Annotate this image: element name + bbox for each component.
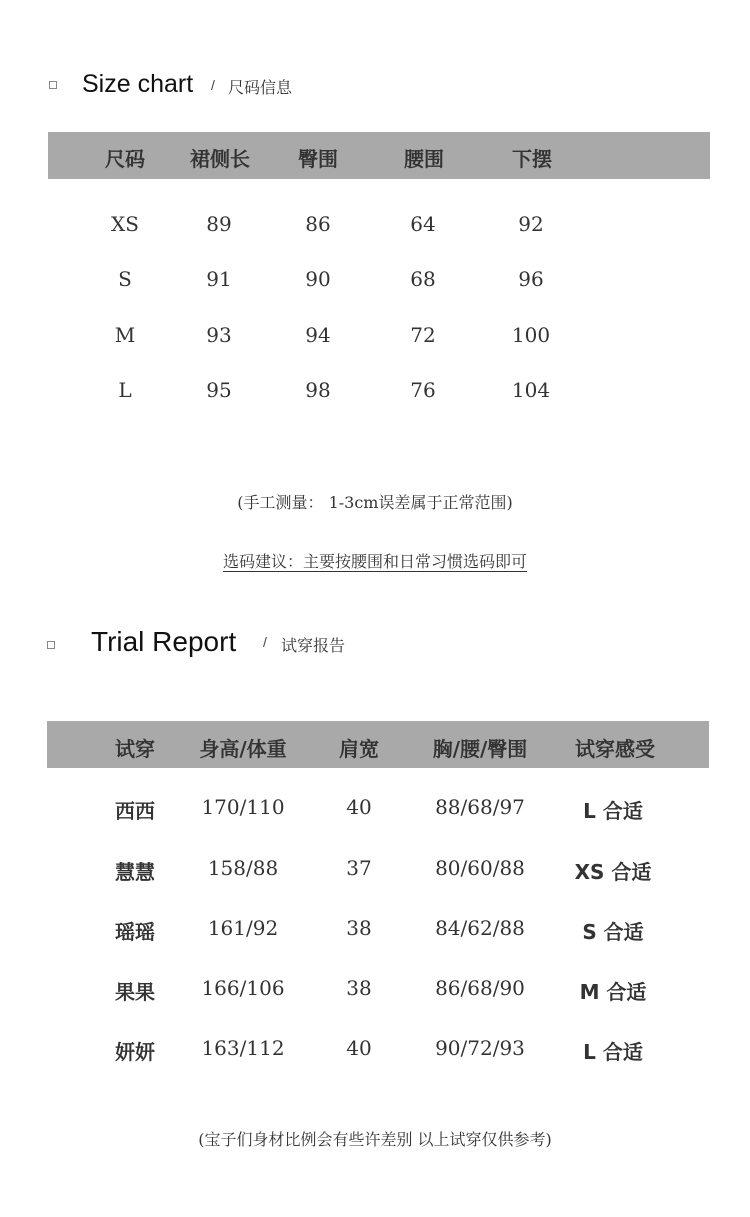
- trial-header-model: 试穿: [115, 737, 155, 761]
- trial-cell: 161/92: [207, 916, 279, 940]
- size-header-hip: 臀围: [298, 147, 338, 171]
- size-advice-text: 选码建议：主要按腰围和日常习惯选码即可: [222, 552, 527, 571]
- trial-cell: 40: [346, 1036, 372, 1060]
- measure-note: (手工测量： 1-3cm误差属于正常范围): [237, 493, 513, 512]
- size-cell: 100: [511, 323, 551, 347]
- size-cell: 64: [410, 212, 436, 236]
- size-cell: 72: [410, 323, 436, 347]
- trial-cell-name: 瑶瑶: [115, 920, 155, 944]
- trial-cell: 86/68/90: [435, 976, 525, 1000]
- size-cell: 89: [206, 212, 232, 236]
- trial-cell: 158/88: [207, 856, 279, 880]
- size-cell: 76: [410, 378, 436, 402]
- size-cell: XS: [111, 212, 139, 236]
- size-cell: 104: [511, 378, 551, 402]
- size-cell: 92: [518, 212, 544, 236]
- size-chart-title: Size chart: [82, 70, 194, 98]
- size-advice: [0, 549, 750, 572]
- trial-cell: 37: [346, 856, 372, 880]
- size-cell: 93: [206, 323, 232, 347]
- size-chart-title-cn: 尺码信息: [228, 78, 293, 97]
- size-chart-header-bar: [48, 132, 710, 179]
- size-cell: 86: [305, 212, 331, 236]
- size-chart-separator: /: [211, 77, 215, 93]
- trial-cell-feel: L 合适: [583, 799, 643, 823]
- trial-footnote: (宝子们身材比例会有些许差别 以上试穿仅供参考): [198, 1130, 552, 1149]
- trial-header-bust-waist-hip: 胸/腰/臀围: [432, 737, 528, 761]
- trial-cell: 88/68/97: [435, 795, 525, 819]
- trial-cell-feel: XS 合适: [574, 860, 652, 884]
- size-header-size: 尺码: [105, 147, 145, 171]
- size-chart-bullet-icon: [49, 81, 57, 89]
- trial-report-bullet-icon: [47, 641, 55, 649]
- size-cell: 68: [410, 267, 436, 291]
- trial-report-title: Trial Report: [91, 626, 237, 657]
- size-header-waist: 腰围: [404, 147, 444, 171]
- trial-cell: 38: [346, 976, 372, 1000]
- size-cell: L: [118, 378, 132, 402]
- trial-cell-name: 慧慧: [115, 860, 155, 884]
- trial-cell: 90/72/93: [435, 1036, 525, 1060]
- trial-cell-feel: S 合适: [582, 920, 644, 944]
- trial-cell-name: 西西: [115, 799, 155, 823]
- size-cell: 96: [518, 267, 544, 291]
- trial-cell-feel: L 合适: [583, 1040, 643, 1064]
- trial-cell: 80/60/88: [435, 856, 525, 880]
- size-cell: 95: [206, 378, 232, 402]
- trial-cell: 40: [346, 795, 372, 819]
- size-header-skirt-length: 裙侧长: [190, 147, 250, 171]
- trial-cell: 38: [346, 916, 372, 940]
- trial-cell: 170/110: [201, 795, 285, 819]
- size-cell: S: [118, 267, 132, 291]
- trial-cell-name: 妍妍: [115, 1040, 155, 1064]
- size-cell: 90: [305, 267, 331, 291]
- size-header-hem: 下摆: [512, 147, 552, 171]
- trial-header-shoulder: 肩宽: [339, 737, 379, 761]
- trial-header-height-weight: 身高/体重: [199, 737, 287, 761]
- trial-cell: 166/106: [201, 976, 285, 1000]
- trial-cell-name: 果果: [115, 980, 155, 1004]
- trial-report-title-cn: 试穿报告: [281, 636, 346, 655]
- trial-cell: 84/62/88: [435, 916, 525, 940]
- size-cell: 94: [305, 323, 331, 347]
- size-cell: 98: [305, 378, 331, 402]
- trial-report-separator: /: [263, 634, 267, 650]
- trial-cell-feel: M 合适: [579, 980, 647, 1004]
- size-cell: M: [114, 323, 136, 347]
- size-cell: 91: [206, 267, 232, 291]
- trial-cell: 163/112: [201, 1036, 285, 1060]
- trial-header-fit-feel: 试穿感受: [575, 737, 655, 761]
